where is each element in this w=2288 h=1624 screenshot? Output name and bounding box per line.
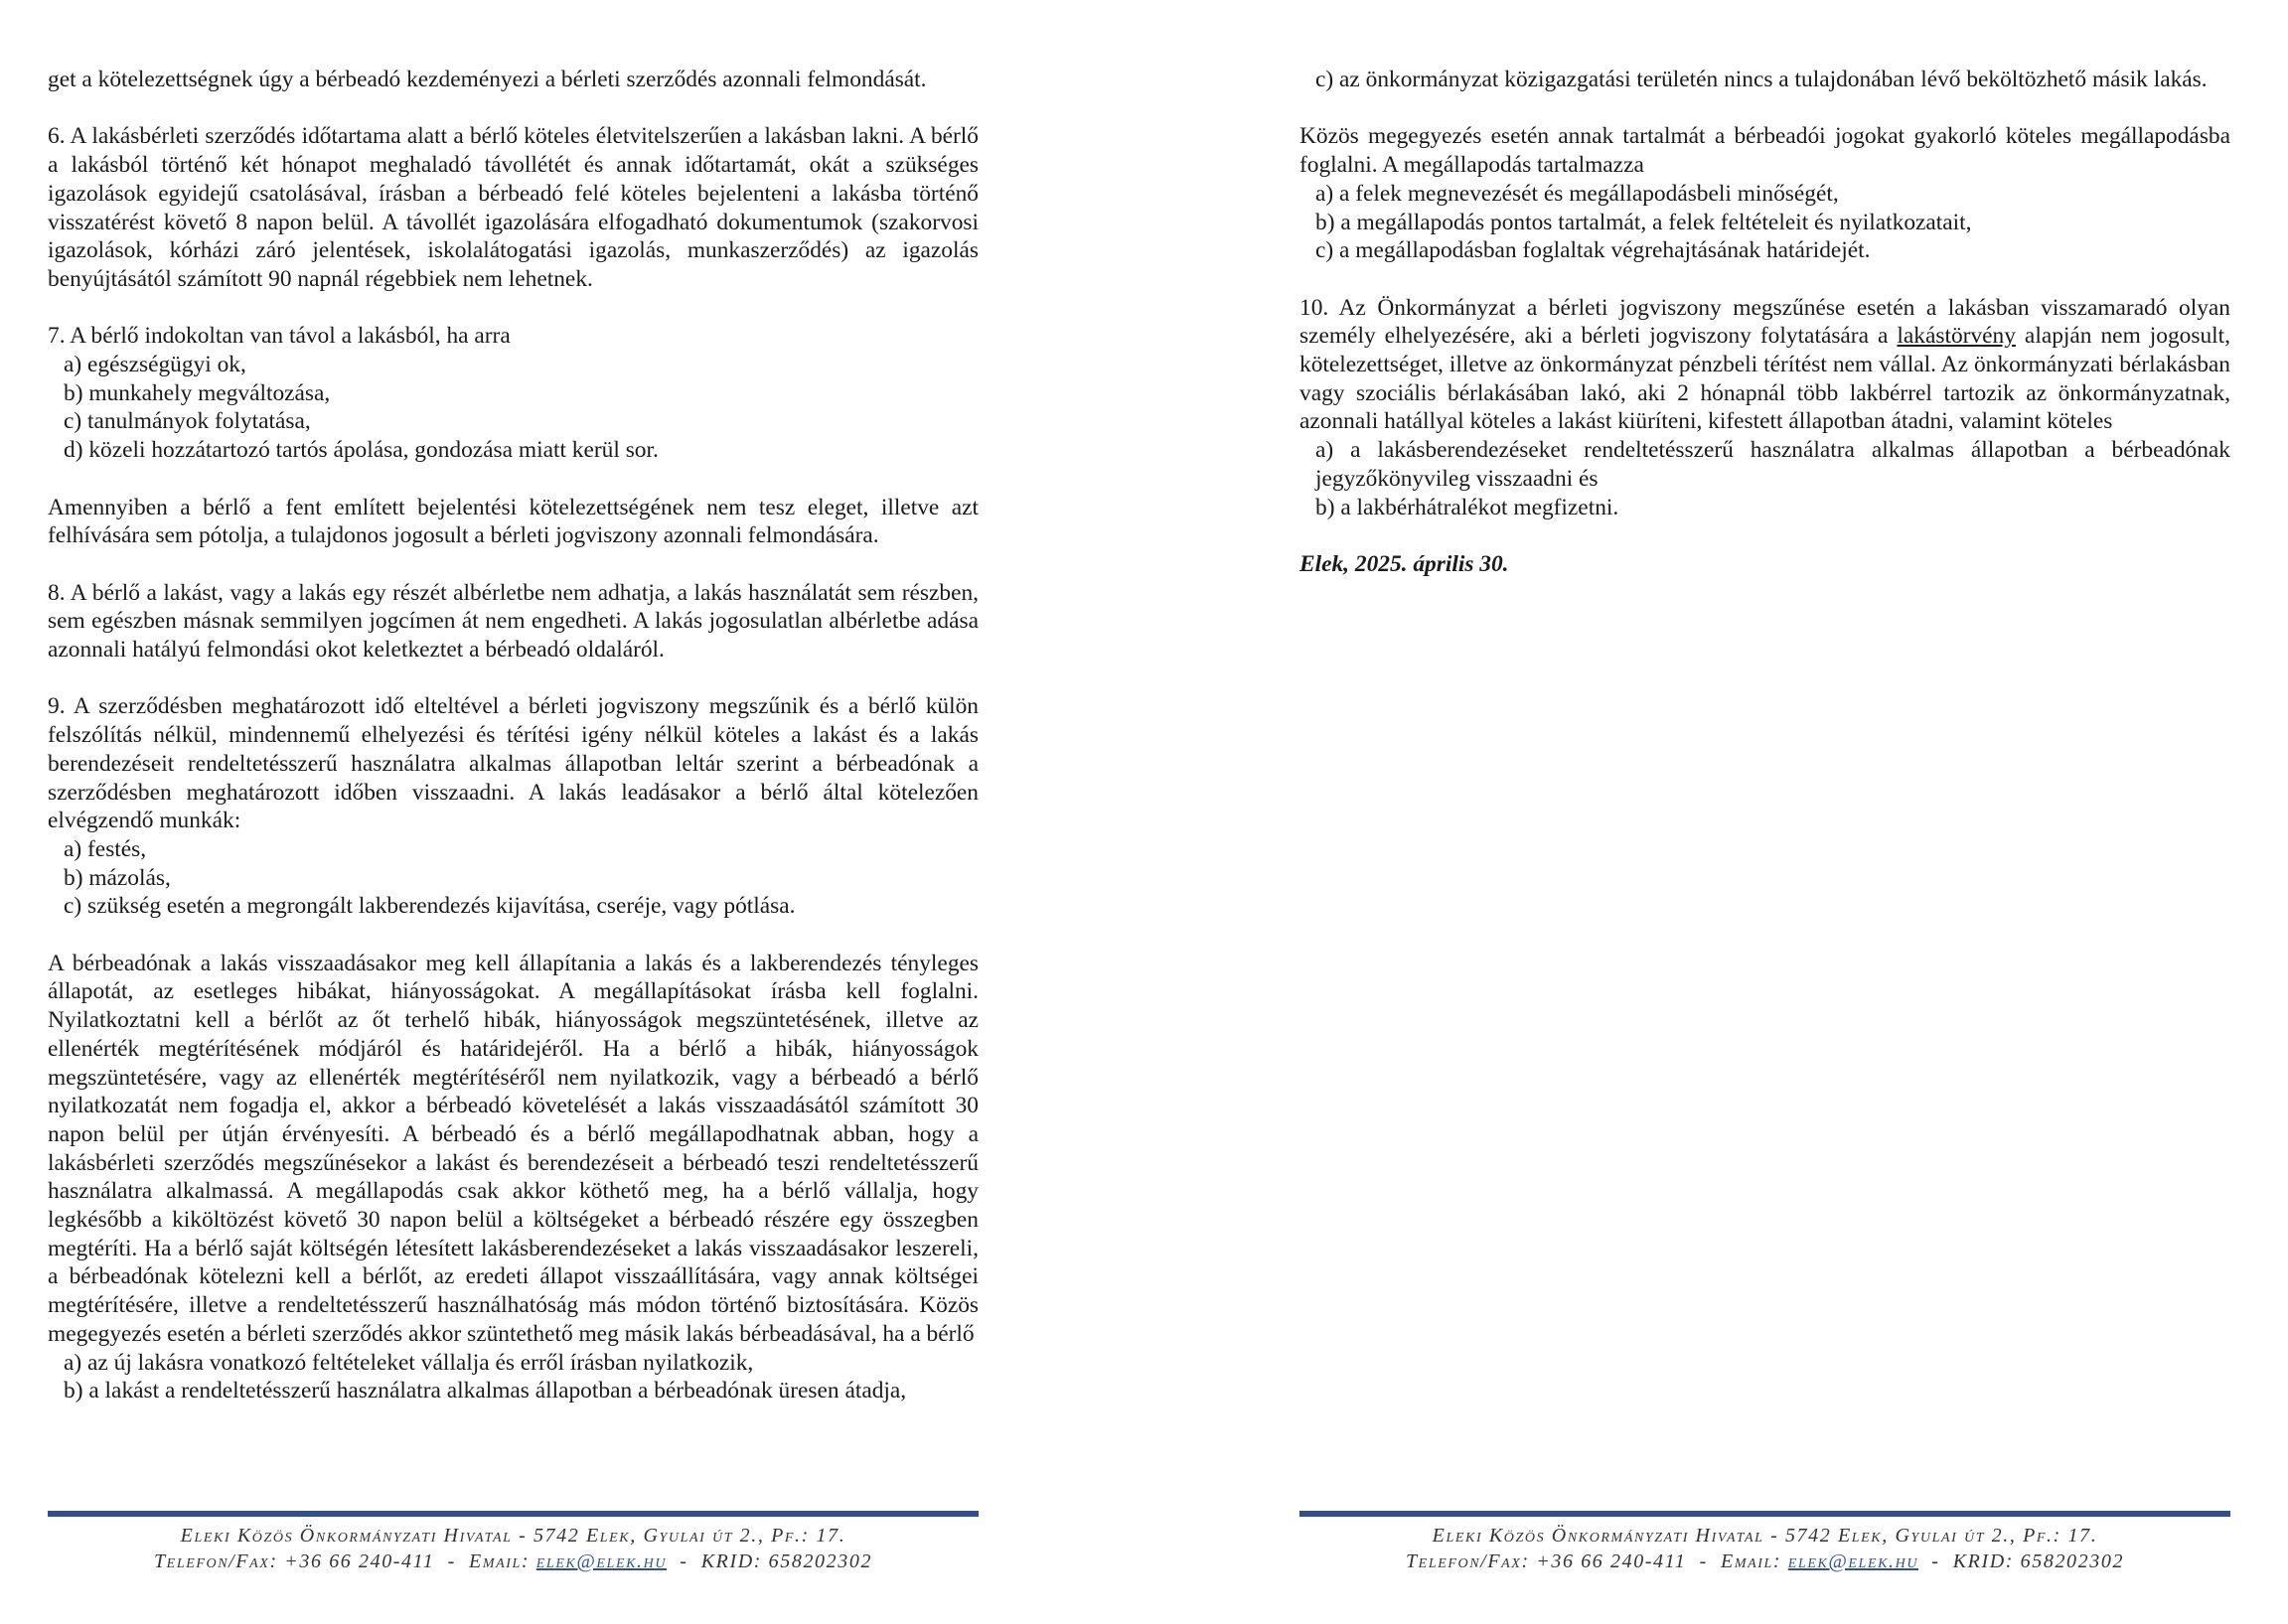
list-item: a) az új lakásra vonatkozó feltételeket vállalja és erről írásban nyilatkozik, (64, 1349, 754, 1376)
left-page (48, 0, 979, 1624)
paragraph-7-intro: 7. A bérlő indokoltan van távol a lakásból, ha arra (48, 323, 511, 350)
paragraph-10-text: alapján nem jogosult, kötelezettséget, illetve az önkormányzat pénzbeli térítést nem vállal. Az önkormányzati bérlakásban vagy szociális bérlakásában lakó, aki 2 hónapnál több lakbérrel tartozik az önkormányzatnak, azonnali hatállyal köteles a lakást kiüríteni, kifestett állapotban átadni, valamint köteles (1299, 323, 2231, 435)
paragraph-9-list (48, 835, 979, 921)
agreement-intro: Közös megegyezés esetén annak tartalmát a bérbeadói jogokat gyakorló köteles megállapodásba foglalni. A megállapodás tartalmazza (1299, 123, 2230, 179)
list-item: c) az önkormányzat közigazgatási területén nincs a tulajdonában lévő beköltözhető másik lakás. (1315, 67, 2208, 92)
paragraph-10-text: 10. Az Önkormányzat a bérleti jogviszony megszűnése esetén a lakásban visszamaradó olyan személy elhelyezésére, aki a bérleti jogviszony folytatására a (1299, 294, 2230, 350)
paragraph-7-consequence: Amennyiben a bérlő a fent említett bejelentési kötelezettségének nem tesz eleget, illetve azt felhívására sem pótolja, a tulajdonos jogosult a bérleti jogviszony azonnali felmondására. (48, 494, 979, 549)
right-page (1299, 0, 2230, 1624)
paragraph-8: 8. A bérlő a lakást, vagy a lakás egy részét albérletbe nem adhatja, a lakás használatát sem részben, sem egészben másnak semmilyen jogcímen át nem engedheti. A lakás jogosulatlan albérletbe adása azonnali hatályú felmondási okot keletkeztet a bérbeadó oldaláról. (48, 579, 979, 663)
footer-krid: - KRID: 658202302 (667, 1550, 873, 1572)
left-page-content (48, 66, 979, 1405)
list-item: c) a megállapodásban foglaltak végrehajtásának határidejét. (1315, 237, 1871, 264)
paragraph-10-list (1299, 436, 2230, 521)
paragraph-9-intro: 9. A szerződésben meghatározott idő elteltével a bérleti jogviszony megszűnik és a bérlő külön felszólítás nélkül, mindennemű elhelyezési és térítési igény nélkül köteles a lakást és a lakás berendezéseit rendeltetésszerű használatra alkalmas állapotban leltár szerint a bérbeadónak a szerződésben meghatározott időben visszaadni. A lakás leadásakor a bérlő által kötelezően elvégzendő munkák: (48, 693, 979, 834)
document-date: Elek, 2025. április 30. (1299, 550, 1509, 577)
footer-phone: Telefon/Fax: +36 66 240-411 - Email: (153, 1550, 536, 1572)
paragraph-continuation: get a kötelezettségnek úgy a bérbeadó kezdeményezi a bérleti szerződés azonnali felmondását. (48, 67, 927, 92)
paragraph-9-return-list (48, 1349, 979, 1405)
list-item: a) festés, (64, 835, 147, 862)
continued-list (1299, 66, 2230, 94)
page-footer (1299, 1511, 2230, 1574)
paragraph-9-return: A bérbeadónak a lakás visszaadásakor meg kell állapítania a lakás és a lakberendezés tényleges állapotát, az esetleges hibákat, hiányosságokat. A megállapításokat írásba kell foglalni. Nyilatkoztatni kell a bérlőt az őt terhelő hibák, hiányosságok megszüntetésének, illetve az ellenérték megtérítésének módjáról és határidejéről. Ha a bérlő a hibák, hiányosságok megszüntetésére, vagy az ellenérték megtérítéséről nem nyilatkozik, vagy a bérbeadó a bérlő nyilatkozatát nem fogadja el, akkor a bérbeadó követelését a lakás visszaadásától számított 30 napon belül per útján érvényesíti. A bérbeadó és a bérlő megállapodhatnak abban, hogy a lakásbérleti szerződés megszűnésekor a lakást és berendezéseit a bérbeadó teszi rendeltetésszerű használatra alkalmassá. A megállapodás csak akkor köthető meg, ha a bérlő vállalja, hogy legkésőbb a kiköltözést követő 30 napon belül a költségeket a bérbeadó részére egy összegben megtéríti. Ha a bérlő saját költségén létesített lakásberendezéseket a lakás visszaadásakor leszereli, a bérbeadónak kötelezni kell a bérlőt, az eredeti állapot visszaállítására, vagy annak költségei megtérítésére, illetve a rendeltetésszerű használhatóság más módon történő biztosítására. Közös megegyezés esetén a bérleti szerződés akkor szüntethető meg másik lakás bérbeadásával, ha a bérlő (48, 950, 979, 1347)
list-item: b) mázolás, (64, 864, 171, 891)
list-item: a) a felek megnevezését és megállapodásbeli minőségét, (1315, 180, 1839, 207)
paragraph-10 (1299, 294, 2230, 437)
right-page-content (1299, 66, 2230, 607)
footer-contact (1299, 1549, 2230, 1574)
list-item: c) tanulmányok folytatása, (64, 408, 311, 435)
footer-contact (48, 1549, 979, 1574)
footer-phone: Telefon/Fax: +36 66 240-411 - Email: (1405, 1550, 1788, 1572)
page-footer (48, 1511, 979, 1574)
footer-address: Eleki Közös Önkormányzati Hivatal - 5742 Elek, Gyulai út 2., Pf.: 17. (180, 1525, 846, 1547)
list-item: a) egészségügyi ok, (64, 352, 246, 377)
list-item: d) közeli hozzátartozó tartós ápolása, gondozása miatt kerül sor. (64, 437, 659, 464)
footer-address: Eleki Közös Önkormányzati Hivatal - 5742 Elek, Gyulai út 2., Pf.: 17. (1432, 1525, 2098, 1547)
paragraph-7-list (48, 351, 979, 465)
list-item: b) a megállapodás pontos tartalmát, a felek feltételeit és nyilatkozatait, (1315, 209, 1972, 235)
lakastorveny-link[interactable]: lakástörvény (1897, 323, 2016, 350)
agreement-list (1299, 180, 2230, 265)
footer-email-link[interactable]: elek@elek.hu (535, 1550, 668, 1572)
list-item: b) a lakbérhátralékot megfizetni. (1315, 494, 1619, 520)
list-item: b) munkahely megváltozása, (64, 379, 331, 406)
paragraph-6: 6. A lakásbérleti szerződés időtartama alatt a bérlő köteles életvitelszerűen a lakásban lakni. A bérlő a lakásból történő két hónapot meghaladó távollétét és annak időtartamát, okát a szükséges igazolások egyidejű csatolásával, írásban a bérbeadó felé köteles bejelenteni a lakásba történő visszatérést követő 8 napon belül. A távollét igazolására elfogadható dokumentumok (szakorvosi igazolások, kórházi záró jelentések, iskolalátogatási igazolás, munkaszerződés) az igazolás benyújtásától számított 90 napnál régebbiek nem lehetnek. (48, 123, 979, 292)
list-item: a) a lakásberendezéseket rendeltetésszerű használatra alkalmas állapotban a bérbeadónak jegyzőkönyvileg visszaadni és (1315, 437, 2230, 492)
footer-email-link[interactable]: elek@elek.hu (1787, 1550, 1919, 1572)
list-item: b) a lakást a rendeltetésszerű használatra alkalmas állapotban a bérbeadónak üresen átadja, (64, 1378, 907, 1404)
list-item: c) szükség esetén a megrongált lakberendezés kijavítása, cseréje, vagy pótlása. (64, 893, 796, 920)
footer-krid: - KRID: 658202302 (1918, 1550, 2125, 1572)
